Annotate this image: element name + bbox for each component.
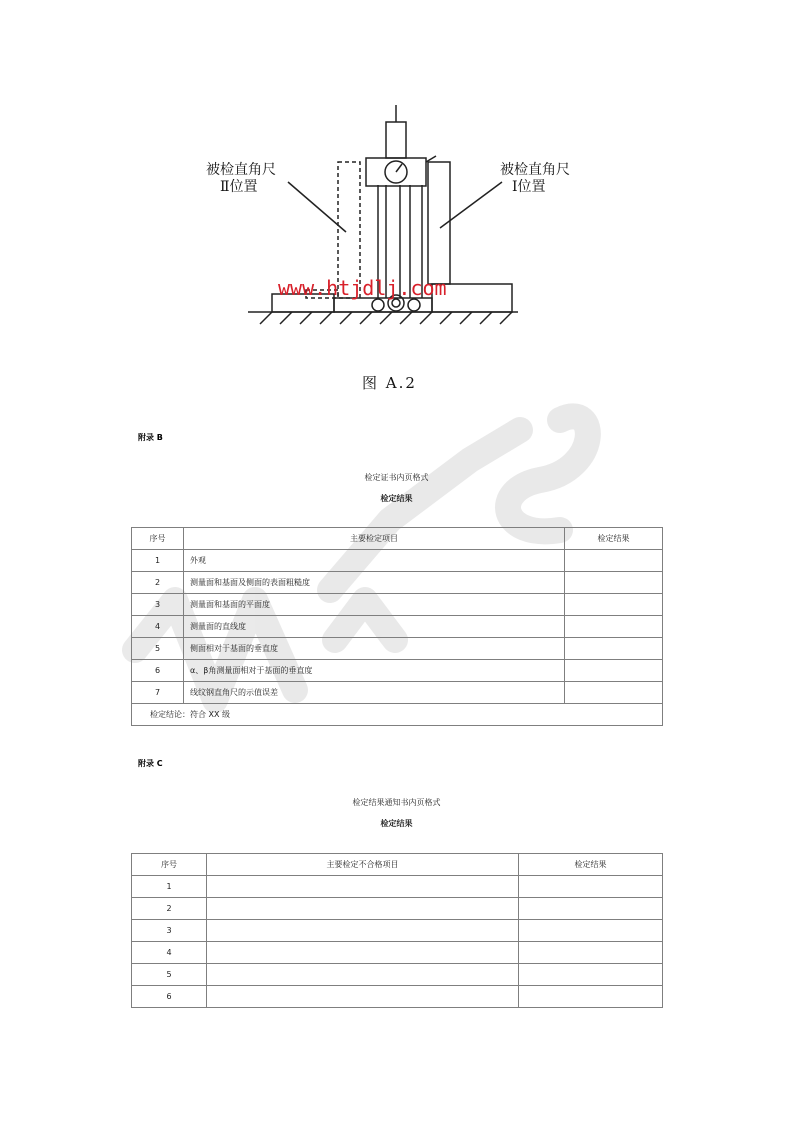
row-result bbox=[565, 638, 663, 660]
row-result bbox=[519, 986, 663, 1008]
table-row bbox=[132, 594, 663, 616]
row-result bbox=[565, 616, 663, 638]
row-item: 测量面和基面的平面度 bbox=[184, 594, 565, 616]
label-position-ii-line1: 被检直角尺 bbox=[206, 162, 276, 178]
table-row bbox=[132, 638, 663, 660]
row-result bbox=[519, 898, 663, 920]
row-item: 外观 bbox=[184, 550, 565, 572]
appendix-b-heading: 附录 B bbox=[138, 433, 163, 442]
row-result bbox=[565, 550, 663, 572]
label-position-i-line2: Ⅰ位置 bbox=[512, 179, 546, 195]
row-item bbox=[207, 898, 519, 920]
appendix-b-subtitle: 检定证书内页格式 bbox=[364, 473, 429, 482]
row-no: 3 bbox=[132, 594, 184, 616]
row-item: 线纹钢直角尺的示值误差 bbox=[184, 682, 565, 704]
table-row bbox=[132, 986, 663, 1008]
table-row bbox=[132, 660, 663, 682]
column-header-result: 检定结果 bbox=[519, 854, 663, 876]
label-position-ii-line2: Ⅱ位置 bbox=[220, 179, 258, 195]
column-header-no: 序号 bbox=[132, 854, 207, 876]
appendix-c-title: 检定结果 bbox=[380, 819, 413, 828]
table-row bbox=[132, 964, 663, 986]
table-row bbox=[132, 876, 663, 898]
row-no: 5 bbox=[132, 638, 184, 660]
row-item: α、β角测量面相对于基面的垂直度 bbox=[184, 660, 565, 682]
column-header-item: 主要检定项目 bbox=[184, 528, 565, 550]
appendix-c-subtitle: 检定结果通知书内页格式 bbox=[352, 798, 441, 807]
row-item: 侧面相对于基面的垂直度 bbox=[184, 638, 565, 660]
row-item bbox=[207, 964, 519, 986]
watermark-url: www.htjdlj.com bbox=[278, 276, 447, 300]
appendix-b-title: 检定结果 bbox=[380, 494, 413, 503]
row-item bbox=[207, 920, 519, 942]
row-no: 5 bbox=[132, 964, 207, 986]
row-result bbox=[519, 942, 663, 964]
conclusion-row bbox=[132, 704, 663, 726]
row-result bbox=[519, 964, 663, 986]
table-row bbox=[132, 682, 663, 704]
table-row bbox=[132, 942, 663, 964]
table-row bbox=[132, 572, 663, 594]
row-item: 测量面的直线度 bbox=[184, 616, 565, 638]
row-item bbox=[207, 986, 519, 1008]
row-result bbox=[519, 920, 663, 942]
row-item: 测量面和基面及侧面的表面粗糙度 bbox=[184, 572, 565, 594]
row-item bbox=[207, 942, 519, 964]
row-no: 2 bbox=[132, 572, 184, 594]
row-result bbox=[565, 660, 663, 682]
row-no: 6 bbox=[132, 660, 184, 682]
row-no: 1 bbox=[132, 550, 184, 572]
row-result bbox=[565, 594, 663, 616]
column-header-result: 检定结果 bbox=[565, 528, 663, 550]
row-no: 4 bbox=[132, 942, 207, 964]
table-row bbox=[132, 616, 663, 638]
table-header-row bbox=[132, 854, 663, 876]
table-row bbox=[132, 920, 663, 942]
row-result bbox=[565, 682, 663, 704]
conclusion-text: 检定结论：符合 XX 级 bbox=[132, 704, 663, 726]
row-result bbox=[519, 876, 663, 898]
row-no: 3 bbox=[132, 920, 207, 942]
column-header-item: 主要检定不合格项目 bbox=[207, 854, 519, 876]
appendix-c-table bbox=[131, 853, 663, 1008]
row-no: 4 bbox=[132, 616, 184, 638]
table-header-row bbox=[132, 528, 663, 550]
row-no: 2 bbox=[132, 898, 207, 920]
table-row bbox=[132, 550, 663, 572]
row-item bbox=[207, 876, 519, 898]
appendix-c-heading: 附录 C bbox=[138, 759, 163, 768]
column-header-no: 序号 bbox=[132, 528, 184, 550]
table-row bbox=[132, 898, 663, 920]
row-result bbox=[565, 572, 663, 594]
appendix-b-table bbox=[131, 527, 663, 726]
figure-a2-diagram bbox=[200, 100, 590, 400]
label-position-i-line1: 被检直角尺 bbox=[500, 162, 570, 178]
figure-caption: 图 A.2 bbox=[362, 374, 417, 392]
row-no: 7 bbox=[132, 682, 184, 704]
row-no: 6 bbox=[132, 986, 207, 1008]
row-no: 1 bbox=[132, 876, 207, 898]
